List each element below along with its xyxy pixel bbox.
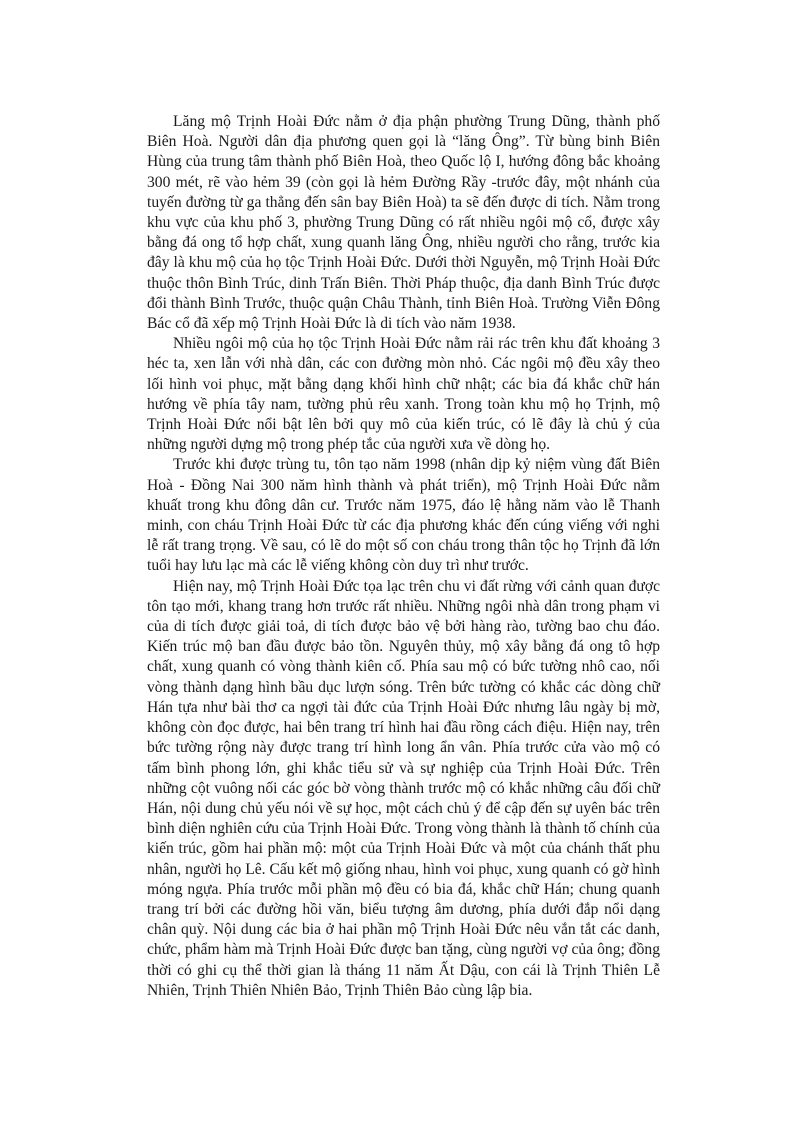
paragraph-clan-tombs: Nhiều ngôi mộ của họ tộc Trịnh Hoài Đức nằm rải rác trên khu đất khoảng 3 héc ta, xen lẫn với nhà dân, các con đường mòn nhỏ. Các ngôi mộ đều xây theo lối hình voi phục, mặt bằng dạng khối hình chữ nhật; các bia đá khắc chữ hán hướng về phía tây nam, tường phủ rêu xanh. Trong toàn khu mộ họ Trịnh, mộ Trịnh Hoài Đức nổi bật lên bởi quy mô của kiến trúc, có lẽ đây là chủ ý của những người dựng mộ trong phép tắc của người xưa về dòng họ. bbox=[147, 335, 660, 454]
paragraph-restoration: Trước khi được trùng tu, tôn tạo năm 1998 (nhân dịp kỷ niệm vùng đất Biên Hoà - Đồng Nai 300 năm hình thành và phát triển), mộ Trịnh Hoài Đức nằm khuất trong khu đông dân cư. Trước năm 1975, đáo lệ hằng năm vào lễ Thanh minh, con cháu Trịnh Hoài Đức từ các địa phương khác đến cúng viếng với nghi lễ rất trang trọng. Về sau, có lẽ do một số con cháu trong thân tộc họ Trịnh đã lớn tuổi hay lưu lạc mà các lễ viếng không còn duy trì như trước. bbox=[147, 456, 660, 575]
paragraph-present-day: Hiện nay, mộ Trịnh Hoài Đức tọa lạc trên chu vi đất rừng với cảnh quan được tôn tạo mới, khang trang hơn trước rất nhiều. Những ngôi nhà dân trong phạm vi của di tích được giải toả, di tích được bảo vệ bởi hàng rào, tường bao chu đáo. Kiến trúc mộ ban đầu được bảo tồn. Nguyên thủy, mộ xây bằng đá ong tô hợp chất, xung quanh có vòng thành kiên cố. Phía sau mộ có bức tường nhô cao, nối vòng thành dạng hình bầu dục lượn sóng. Trên bức tường có khắc các dòng chữ Hán tựa như bài thơ ca ngợi tài đức của Trịnh Hoài Đức nhưng lâu ngày bị mờ, không còn đọc được, hai bên trang trí hình hai đầu rồng cách điệu. Hiện nay, trên bức tường rộng này được trang trí hình long ẩn vân. Phía trước cửa vào mộ có tấm bình phong lớn, ghi khắc tiểu sử và sự nghiệp của Trịnh Hoài Đức. Trên những cột vuông nối các góc bờ vòng thành trước mộ có khắc những câu đối chữ Hán, nội dung chủ yếu nói về sự học, một cách chủ ý để cập đến sự uyên bác trên bình diện nghiên cứu của Trịnh Hoài Đức. Trong vòng thành là thành tố chính của kiến trúc, gồm hai phần mộ: một của Trịnh Hoài Đức và một của chánh thất phu nhân, người họ Lê. Cấu kết mộ giống nhau, hình voi phục, xung quanh có gờ hình móng ngựa. Phía trước mỗi phần mộ đều có bia đá, khắc chữ Hán; chung quanh trang trí bởi các đường hồi văn, biểu tượng âm dương, phía dưới đắp nổi dạng chân quỳ. Nội dung các bia ở hai phần mộ Trịnh Hoài Đức nêu vắn tắt các danh, chức, phẩm hàm mà Trịnh Hoài Đức được ban tặng, cùng người vợ của ông; đồng thời có ghi cụ thể thời gian là tháng 11 năm Ất Dậu, con cái là Trịnh Thiên Lễ Nhiên, Trịnh Thiên Nhiên Bảo, Trịnh Thiên Bảo cùng lập bia. bbox=[147, 577, 660, 999]
paragraph-location: Lăng mộ Trịnh Hoài Đức nằm ở địa phận phường Trung Dũng, thành phố Biên Hoà. Người dân địa phương quen gọi là “lăng Ông”. Từ bùng binh Biên Hùng của trung tâm thành phố Biên Hoà, theo Quốc lộ I, hướng đông bắc khoảng 300 mét, rẽ vào hẻm 39 (còn gọi là hẻm Đường Rầy -trước đây, một nhánh của tuyến đường từ ga thẳng đến sân bay Biên Hoà) ta sẽ đến được di tích. Nằm trong khu vực của khu phố 3, phường Trung Dũng có rất nhiều ngôi mộ cổ, được xây bằng đá ong tổ hợp chất, xung quanh lăng Ông, nhiều người cho rằng, trước kia đây là khu mộ của họ tộc Trịnh Hoài Đức. Dưới thời Nguyễn, mộ Trịnh Hoài Đức thuộc thôn Bình Trúc, dinh Trấn Biên. Thời Pháp thuộc, địa danh Bình Trúc được đổi thành Bình Trước, thuộc quận Châu Thành, tỉnh Biên Hoà. Trường Viễn Đông Bác cổ đã xếp mộ Trịnh Hoài Đức là di tích vào năm 1938. bbox=[147, 113, 660, 333]
document-body bbox=[147, 112, 660, 1001]
